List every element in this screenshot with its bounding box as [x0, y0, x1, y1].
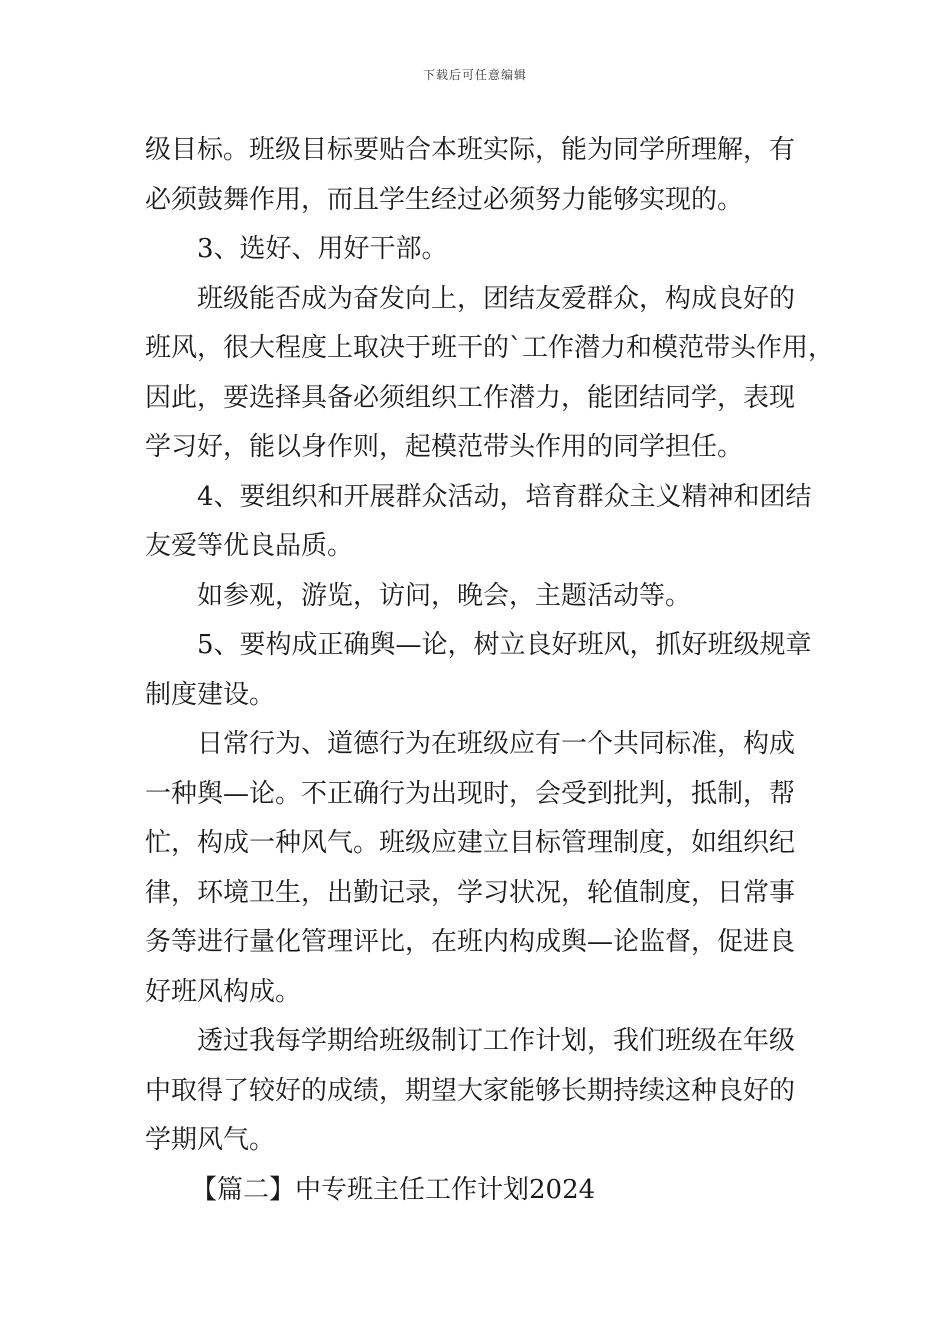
text-line-6: 因此，要选择具备必须组织工作潜力，能团结同学，表现: [145, 382, 796, 413]
text-line-12: 制度建设。: [145, 679, 276, 710]
text-line-19: 透过我每学期给班级制订工作计划，我们班级在年级: [197, 1026, 796, 1056]
text-line-9: 友爱等优良品质。: [145, 531, 354, 561]
section-heading: 【篇二】中专班主任工作计划2024: [191, 1174, 596, 1205]
text-line-21: 学期风气。: [145, 1125, 276, 1155]
text-line-18: 好班风构成。: [145, 976, 302, 1007]
document-body: [145, 126, 835, 1215]
text-line-13: 日常行为、道德行为在班级应有一个共同标准，构成: [197, 729, 796, 759]
page-header-note: 下载后可任意编辑: [422, 68, 527, 82]
text-line-15: 忙，构成一种风气。班级应建立目标管理制度，如组织纪: [145, 828, 796, 858]
text-line-11: 5、要构成正确舆—论，树立良好班风，抓好班级规章: [197, 630, 812, 660]
text-line-4: 班级能否成为奋发向上，团结友爱群众，构成良好的: [197, 283, 796, 314]
text-line-16: 律，环境卫生，出勤记录，学习状况，轮值制度，日常事: [145, 877, 796, 908]
text-line-14: 一种舆—论。不正确行为出现时，会受到批判，抵制，帮: [145, 778, 796, 809]
text-line-1: 级目标。班级目标要贴合本班实际，能为同学所理解，有: [145, 135, 796, 165]
text-line-8: 4、要组织和开展群众活动，培育群众主义精神和团结: [197, 481, 812, 512]
text-line-7: 学习好，能以身作则，起模范带头作用的同学担任。: [145, 432, 744, 462]
text-line-20: 中取得了较好的成绩，期望大家能够长期持续这种良好的: [145, 1075, 796, 1106]
text-line-2: 必须鼓舞作用，而且学生经过必须努力能够实现的。: [145, 184, 744, 215]
text-line-5: 班风，很大程度上取决于班干的`工作潜力和模范带头作用，: [145, 333, 835, 363]
text-line-17: 务等进行量化管理评比，在班内构成舆—论监督，促进良: [145, 927, 796, 957]
text-line-3: 3、选好、用好干部。: [197, 234, 448, 264]
text-line-10: 如参观，游览，访问，晚会，主题活动等。: [197, 580, 692, 611]
